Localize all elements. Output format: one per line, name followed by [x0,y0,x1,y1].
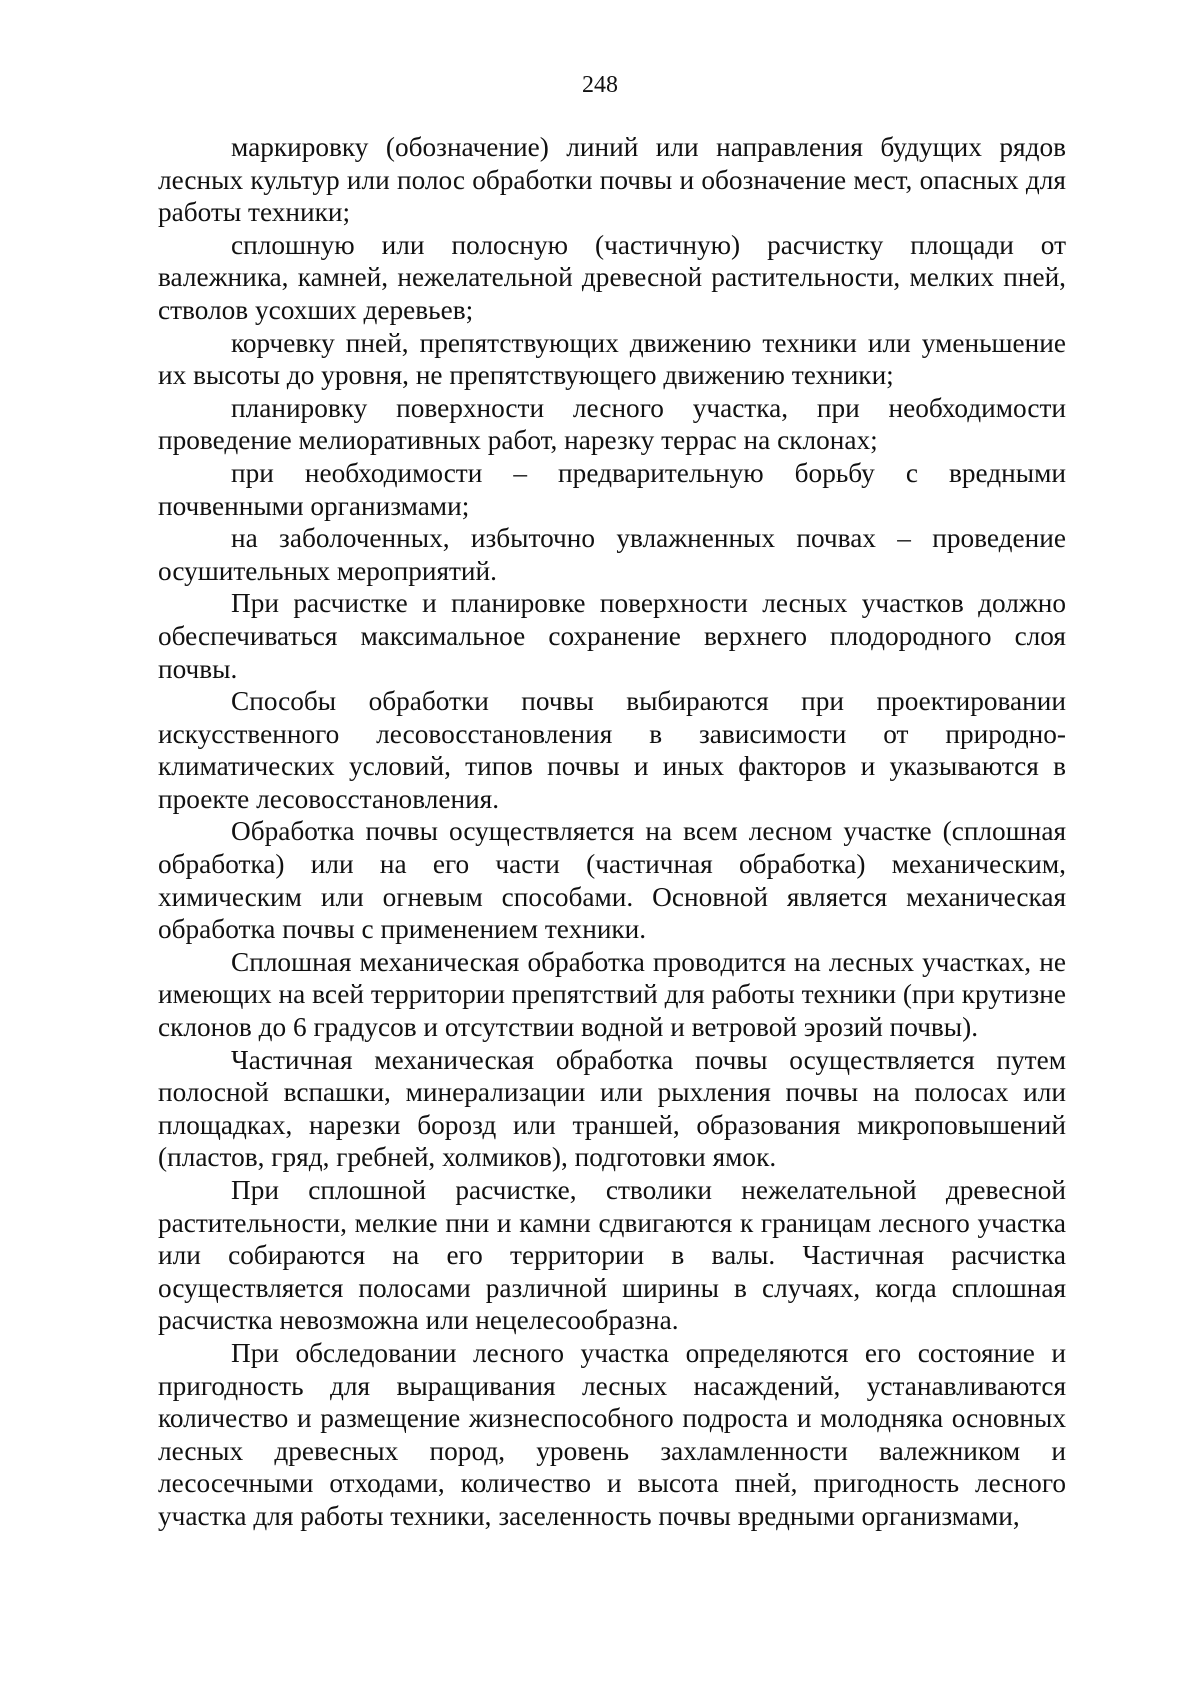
paragraph-partial-mechanical-treatment: Частичная механическая обработка почвы осуществляется путем полосной вспашки, минерализации или рыхления почвы на полосах или площадках, нарезки борозд или траншей, образования микроповышений (пластов, гряд, гребней, холмиков), подготовки ямок. [158,1044,1066,1173]
paragraph-surface-planning: планировку поверхности лесного участка, при необходимости проведение мелиоративных работ, нарезку террас на склонах; [158,392,1066,456]
page-number: 248 [582,72,618,98]
paragraph-marking: маркировку (обозначение) линий или направления будущих рядов лесных культур или полос обработки почвы и обозначение мест, опасных для работы техники; [158,132,1066,228]
paragraph-continuous-clearing: При сплошной расчистке, стволики нежелательной древесной растительности, мелкие пни и камни сдвигаются к границам лесного участка или собираются на его территории в валы. Частичная расчистка осуществляется полосами различной ширины в случаях, когда сплошная расчистка невозможна или нецелесообразна. [158,1175,1066,1336]
paragraph-treatment-methods: Способы обработки почвы выбираются при проектировании искусственного лесовосстановления в зависимости от природно-климатических условий, типов почвы и иных факторов и указываются в проекте лесовосстановления. [158,686,1066,814]
paragraph-pest-control: при необходимости – предварительную борьбу с вредными почвенными организмами; [158,457,1066,521]
paragraph-soil-treatment: Обработка почвы осуществляется на всем лесном участке (сплошная обработка) или на его части (частичная обработка) механическим, химическим или огневым способами. Основной является механическая обработка почвы с применением техники. [158,816,1066,945]
paragraph-stump-removal: корчевку пней, препятствующих движению техники или уменьшение их высоты до уровня, не препятствующего движению техники; [158,327,1066,391]
paragraph-drainage: на заболоченных, избыточно увлажненных почвах – проведение осушительных мероприятий. [158,523,1066,586]
paragraph-site-survey: При обследовании лесного участка определяются его состояние и пригодность для выращивания лесных насаждений, устанавливаются количество и размещение жизнеспособного подроста и молодняка основных лесных древесных пород, уровень захламленности валежником и лесосечными отходами, количество и высота пней, пригодность лесного участка для работы техники, заселенность почвы вредными организмами, [158,1337,1066,1531]
paragraph-clearing: сплошную или полосную (частичную) расчистку площади от валежника, камней, нежелательной древесной растительности, мелких пней, стволов усохших деревьев; [158,229,1066,325]
body-text [158,131,1066,1533]
paragraph-topsoil-preservation: При расчистке и планировке поверхности лесных участков должно обеспечиваться максимальное сохранение верхнего плодородного слоя почвы. [158,588,1066,684]
paragraph-full-mechanical-treatment: Сплошная механическая обработка проводится на лесных участках, не имеющих на всей территории препятствий для работы техники (при крутизне склонов до 6 градусов и отсутствии водной и ветровой эрозий почвы). [158,946,1066,1043]
